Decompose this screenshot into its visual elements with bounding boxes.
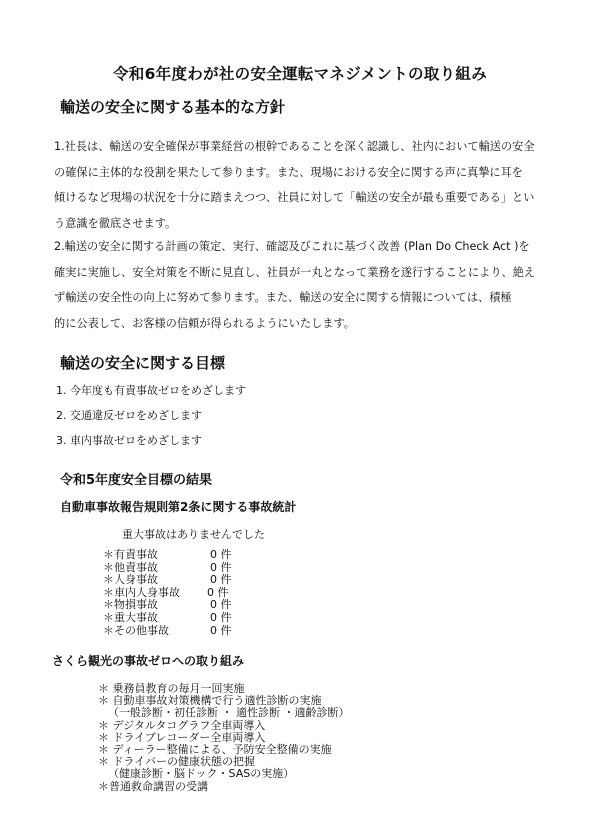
stat-value: 0 件 xyxy=(210,623,232,637)
policy-heading: 輸送の安全に関する基本的な方針 xyxy=(60,98,286,116)
stat-label: ＊有責事故 xyxy=(103,548,158,561)
goal-item: 2. 交通違反ゼロをめざします xyxy=(56,409,202,422)
paragraph-line: う意識を徹底させます。 xyxy=(54,216,177,230)
policy-paragraph-1 xyxy=(54,134,546,236)
initiative-item: ＊ ドライバーの健康状態の把握 xyxy=(98,755,255,769)
stat-value: 0 件 xyxy=(210,548,232,561)
goal-item: 1. 今年度も有責事故ゼロをめざします xyxy=(56,384,246,397)
paragraph-line: 2.輸送の安全に関する計画の策定、実行、確認及びこれに基づく改善 (Plan Do Check Act )を xyxy=(54,240,530,253)
results-subheading: 自動車事故報告規則第2条に関する事故統計 xyxy=(60,500,297,514)
stat-value: 0 件 xyxy=(210,611,232,624)
paragraph-line: ず輸送の安全性の向上に努めて参ります。また、輸送の安全に関する情報については、積極 xyxy=(54,291,512,304)
stat-value: 0 件 xyxy=(210,573,232,587)
goal-item: 3. 車内事故ゼロをめざします xyxy=(56,434,202,447)
page-title: 令和6年度わが社の安全運転マネジメントの取り組み xyxy=(112,65,488,83)
initiative-item: （一般診断・初任診断 ・ 適性診断 ・適齢診断） xyxy=(108,706,350,720)
paragraph-line: 1.社長は、輸送の安全確保が事業経営の根幹であることを深く認識し、社内において輸送の安全 xyxy=(54,140,535,153)
initiative-item: （健康診断・脳ドック・SASの実施） xyxy=(108,767,295,781)
stat-value: 0 件 xyxy=(210,560,232,574)
goals-heading: 輸送の安全に関する目標 xyxy=(60,354,226,372)
stat-label: ＊重大事故 xyxy=(103,611,158,624)
initiative-item: ＊ ディーラー整備による、予防安全整備の実施 xyxy=(98,743,332,756)
initiative-item: ＊ ドライブレコーダー全車両導入 xyxy=(98,730,266,744)
results-note: 重大事故はありませんでした xyxy=(122,528,265,541)
paragraph-line: 確実に実施し、安全対策を不断に見直し、社員が一丸となって業務を遂行することにより、絶え xyxy=(54,265,536,279)
results-heading: 令和5年度安全目標の結果 xyxy=(60,473,213,488)
stat-value: 0 件 xyxy=(207,585,229,599)
stat-label: ＊他責事故 xyxy=(103,560,158,574)
paragraph-line: 的に公表して、お客様の信頼が得られるようにいたします。 xyxy=(54,316,355,330)
paragraph-line: の確保に主体的な役割を果たして参ります。また、現場における安全に関する声に真摯に耳を xyxy=(54,165,523,179)
policy-paragraph-2 xyxy=(54,234,546,336)
stat-label: ＊車内人身事故 xyxy=(103,585,180,599)
initiative-item: ＊ 乗務員教育の毎月一回実施 xyxy=(98,682,245,695)
initiative-item: ＊ 自動車事故対策機構で行う適性診断の実施 xyxy=(98,694,322,708)
stat-label: ＊物損事故 xyxy=(103,598,158,612)
stat-label: ＊その他事故 xyxy=(103,623,169,637)
stat-value: 0 件 xyxy=(210,598,232,612)
initiatives-heading: さくら観光の事故ゼロへの取り組み xyxy=(52,654,245,668)
stat-label: ＊人身事故 xyxy=(103,573,158,587)
paragraph-line: 傾けるなど現場の状況を十分に踏まえつつ、社員に対して「輸送の安全が最も重要である」とい xyxy=(54,191,535,204)
initiative-item: ＊ デジタルタコグラフ全車両導入 xyxy=(98,718,266,732)
initiative-item: ＊普通救命講習の受講 xyxy=(98,779,208,793)
